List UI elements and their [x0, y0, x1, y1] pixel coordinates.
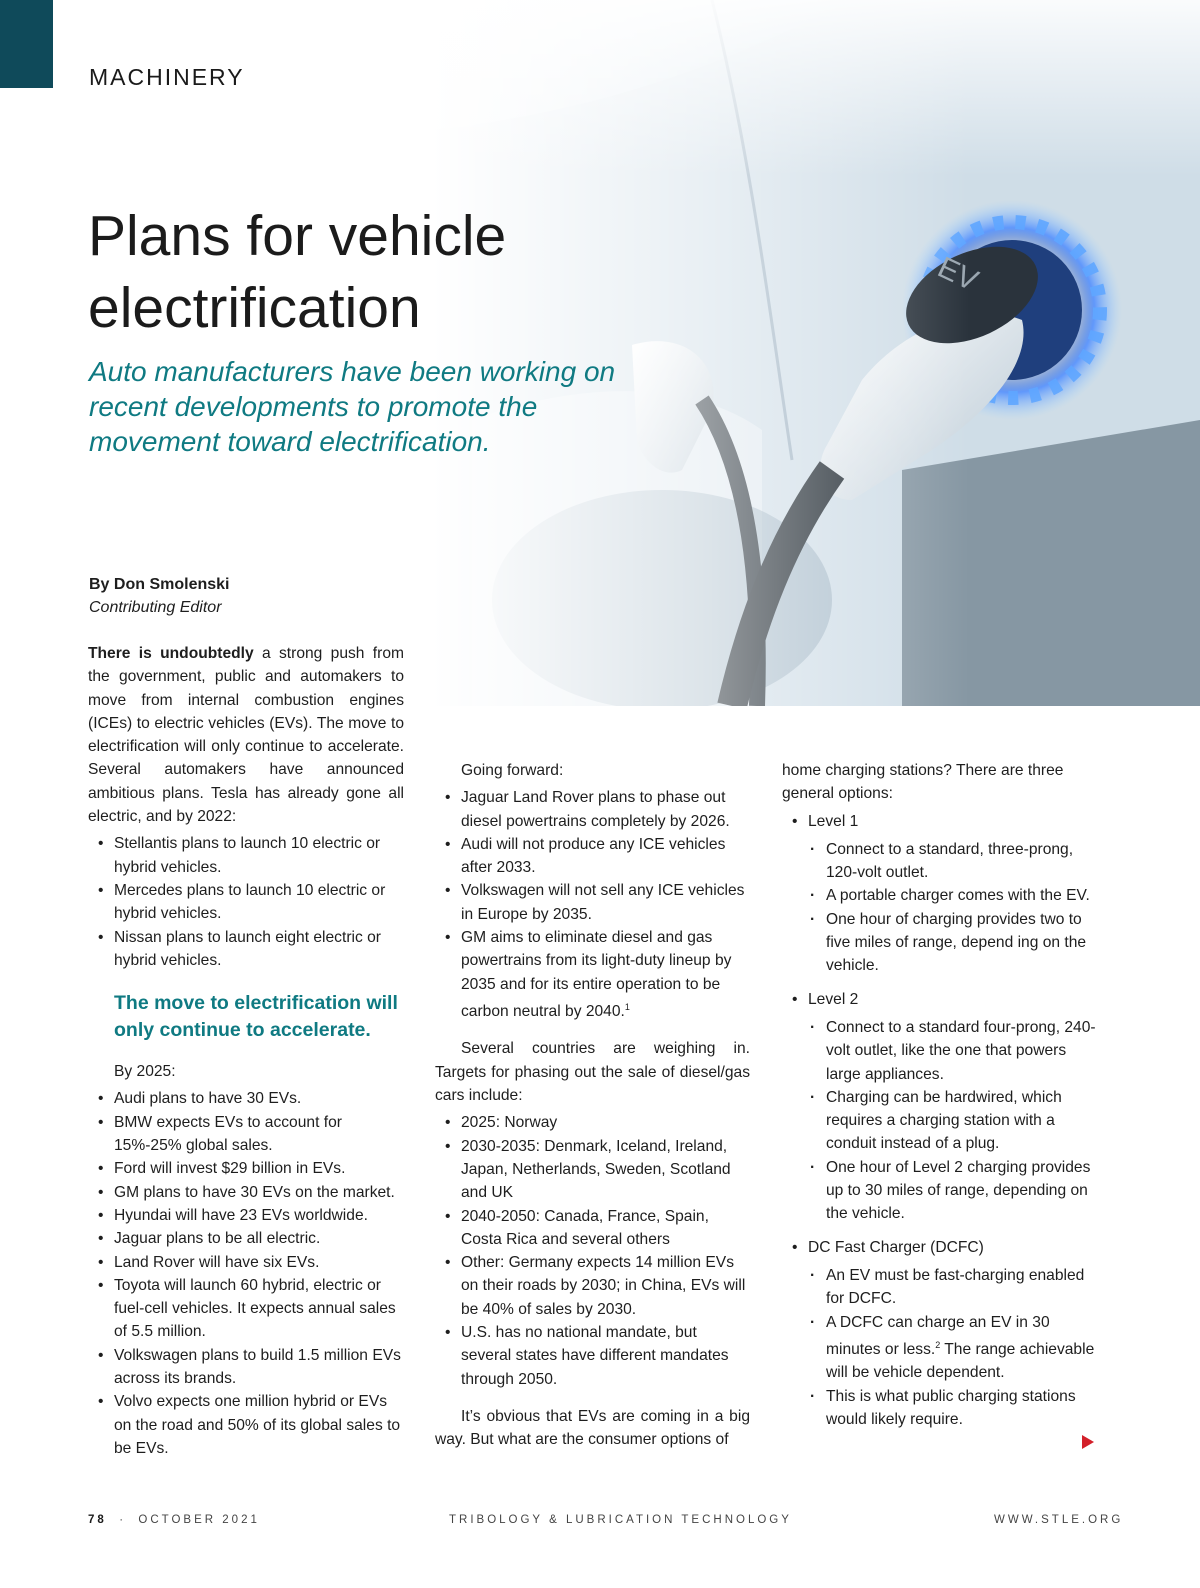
list-item: • 2030-2035: Denmark, Iceland, Ireland, Japan, Netherlands, Sweden, Scotland and UK [435, 1135, 750, 1205]
countries-paragraph: Several countries are weighing in. Targets for phasing out the sale of diesel/gas cars include: [435, 1040, 750, 1105]
list-item: · Connect to a standard, three-prong, 120-volt outlet. [782, 838, 1102, 885]
intro-lead: There is undoubtedly [88, 645, 254, 662]
article-title [88, 200, 608, 344]
going-forward-label: Going forward: [461, 762, 564, 779]
list-item: • Audi will not produce any ICE vehicles after 2033. [435, 833, 750, 880]
article-subtitle: Auto manufacturers have been working on recent developments to promote the movement toward electrification. [89, 356, 616, 457]
list-2022 [88, 832, 404, 972]
list-item: • Hyundai will have 23 EVs worldwide. [88, 1204, 404, 1227]
section-label: MACHINERY [89, 64, 245, 90]
list-item: • Volkswagen plans to build 1.5 million EVs across its brands. [88, 1344, 404, 1391]
level-2-label: • Level 2 [782, 988, 1102, 1011]
charging-dcfc [782, 1236, 1102, 1259]
list-item: • Volvo expects one million hybrid or EVs on the road and 50% of its global sales to be EVs. [88, 1390, 404, 1460]
byline [89, 573, 229, 619]
list-item: • U.S. has no national mandate, but several states have different mandates through 2050. [435, 1321, 750, 1391]
list-item: · One hour of charging provides two to five miles of range, depend ing on the vehicle. [782, 908, 1102, 978]
column-1 [88, 642, 404, 1460]
page-number: 78 [88, 1514, 107, 1526]
level-1-list [782, 838, 1102, 978]
list-item-text: The range achievable will be vehicle dependent. [826, 1341, 1095, 1382]
list-item: · This is what public charging stations would likely require. [782, 1385, 1102, 1432]
list-item: · A portable charger comes with the EV. [782, 884, 1102, 907]
list-item-text: A DCFC can charge an EV in 30 minutes or less. [826, 1313, 1050, 1359]
column-3 [782, 759, 1102, 1441]
list-item: · One hour of Level 2 charging provides up to 30 miles of range, depending on the vehicle. [782, 1156, 1102, 1226]
column-2 [435, 759, 750, 1452]
list-item: • 2025: Norway [435, 1111, 750, 1134]
corner-color-block [0, 0, 53, 88]
footnote-ref: 2 [935, 1339, 941, 1350]
footnote-ref: 1 [624, 1001, 630, 1012]
list-going-forward [435, 786, 750, 1023]
list-item: • Jaguar Land Rover plans to phase out diesel powertrains completely by 2026. [435, 786, 750, 833]
list-item: • Toyota will launch 60 hybrid, electric or fuel-cell vehicles. It expects annual sales of 5.5 million. [88, 1274, 404, 1344]
continuation-paragraph: home charging stations? There are three general options: [782, 762, 1064, 803]
list-item [782, 1311, 1102, 1385]
list-item: • Other: Germany expects 14 million EVs on their roads by 2030; in China, EVs will be 40% of sales by 2030. [435, 1251, 750, 1321]
list-2025 [88, 1087, 404, 1460]
list-item: • Land Rover will have six EVs. [88, 1251, 404, 1274]
dcfc-list [782, 1264, 1102, 1431]
footer-separator: · [119, 1514, 127, 1526]
list-item: • Volkswagen will not sell any ICE vehicles in Europe by 2035. [435, 879, 750, 926]
intro-paragraph [88, 642, 404, 828]
author-name: By Don Smolenski [89, 576, 230, 593]
list-item: • 2040-2050: Canada, France, Spain, Costa Rica and several others [435, 1205, 750, 1252]
by-2025-label: By 2025: [114, 1063, 176, 1081]
article-title-line1: Plans for vehicle [88, 204, 507, 268]
intro-text: a strong push from the government, public and automakers to move from internal combustion engines (ICEs) to electric vehicles (EVs). The move to electrification will only continue to accelerate. Several automakers have announced ambitious plans. Tesla has already gone all electric, and by 2022: [88, 645, 404, 826]
charging-levels [782, 810, 1102, 833]
hero-ev-charging-image [432, 0, 1200, 706]
list-item: • Audi plans to have 30 EVs. [88, 1087, 404, 1110]
level-2-list [782, 1016, 1102, 1226]
list-item: · An EV must be fast-charging enabled for DCFC. [782, 1264, 1102, 1311]
issue-date: OCTOBER 2021 [138, 1514, 260, 1526]
list-item: · Connect to a standard four-prong, 240-volt outlet, like the one that powers large appliances. [782, 1016, 1102, 1086]
list-item: • BMW expects EVs to account for 15%-25% global sales. [88, 1111, 404, 1158]
dcfc-label: • DC Fast Charger (DCFC) [782, 1236, 1102, 1259]
list-item: • Ford will invest $29 billion in EVs. [88, 1157, 404, 1180]
list-item [435, 926, 750, 1023]
list-item: • Mercedes plans to launch 10 electric or hybrid vehicles. [88, 879, 404, 926]
charging-level-2 [782, 988, 1102, 1011]
list-item-text: GM aims to eliminate diesel and gas powertrains from its light-duty lineup by 2035 and for its entire operation to be carbon neutral by 2040. [461, 929, 732, 1021]
publication-name: TRIBOLOGY & LUBRICATION TECHNOLOGY [449, 1514, 792, 1526]
author-role: Contributing Editor [89, 599, 222, 616]
article-title-line2: electrification [88, 276, 421, 340]
list-countries [435, 1111, 750, 1391]
list-item: • Nissan plans to launch eight electric or hybrid vehicles. [88, 926, 404, 973]
list-item: • Stellantis plans to launch 10 electric or hybrid vehicles. [88, 832, 404, 879]
website-link[interactable]: WWW.STLE.ORG [994, 1514, 1124, 1526]
pull-quote: The move to electrification will only continue to accelerate. [114, 992, 398, 1042]
list-item: • Jaguar plans to be all electric. [88, 1227, 404, 1250]
footer-left [88, 1514, 260, 1526]
closing-paragraph: It’s obvious that EVs are coming in a big way. But what are the consumer options of [435, 1407, 750, 1449]
list-item: · Charging can be hardwired, which requires a charging station with a conduit instead of a plug. [782, 1086, 1102, 1156]
list-item: • GM plans to have 30 EVs on the market. [88, 1181, 404, 1204]
continue-arrow-icon [1082, 1435, 1094, 1449]
level-1-label: • Level 1 [782, 810, 1102, 833]
